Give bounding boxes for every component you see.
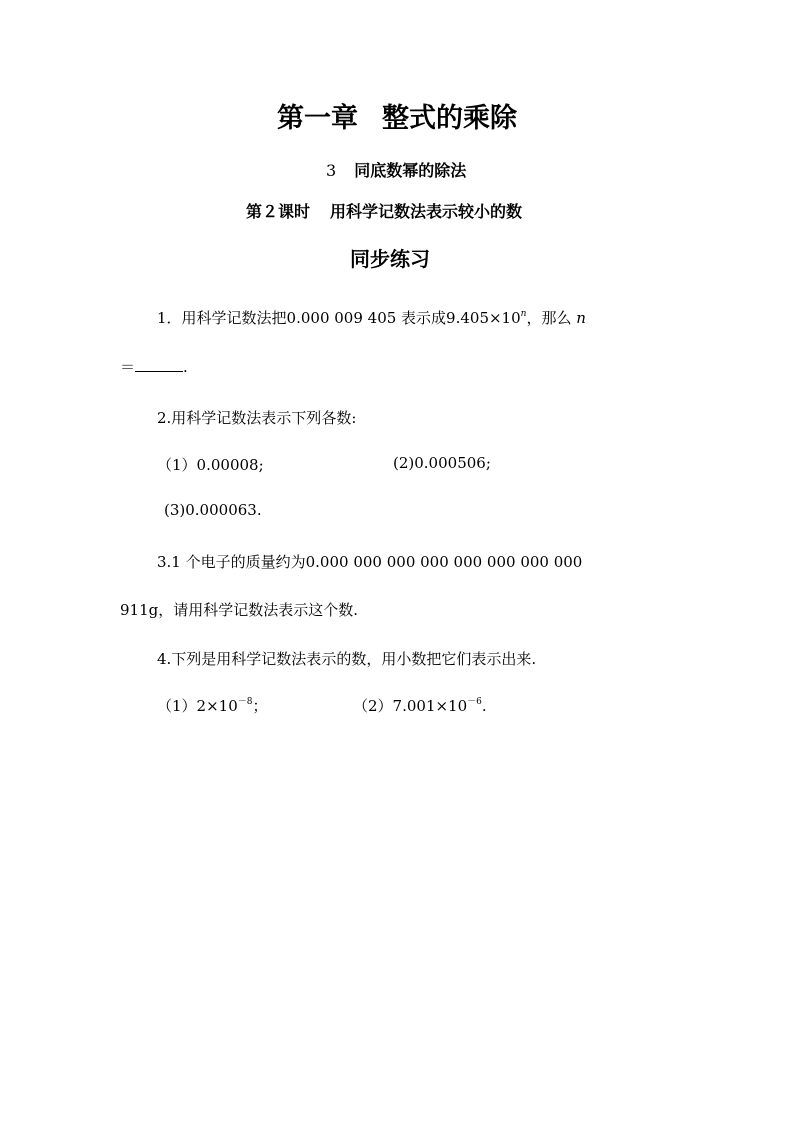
question-2-item-1: （1）0.00008; <box>157 456 264 474</box>
exercise-heading: 同步练习 <box>350 247 430 271</box>
question-4-item-2-base: （2）7.001×10 <box>353 697 468 715</box>
question-4-item-1-end: ； <box>252 697 268 715</box>
question-4-item-2-exponent: －6 <box>467 697 482 707</box>
section-number: 3 <box>326 161 337 180</box>
question-4-item-2-end: . <box>481 697 487 715</box>
chapter-name: 整式的乘除 <box>382 103 517 134</box>
question-3-line-2: 911g，请用科学记数法表示这个数. <box>120 601 359 619</box>
question-1-variable: n <box>576 309 586 327</box>
question-1-text: 1．用科学记数法把0.000 009 405 表示成9.405×10 <box>157 309 521 327</box>
lesson-title: 用科学记数法表示较小的数 <box>330 202 523 221</box>
question-2-item-3: (3)0.000063. <box>164 501 262 519</box>
answer-blank <box>135 357 183 372</box>
section-title: 同底数幂的除法 <box>354 161 467 180</box>
question-2-item-2: (2)0.000506; <box>393 454 491 472</box>
question-4-item-1-base: （1）2×10 <box>157 697 238 715</box>
question-2-text: 2.用科学记数法表示下列各数: <box>157 409 357 427</box>
section-heading <box>326 158 466 181</box>
question-4-item-1-exponent: －8 <box>237 697 253 707</box>
question-1-text-b: ，那么 <box>526 309 572 327</box>
question-1-line-1 <box>157 307 586 328</box>
chapter-number: 第一章 <box>277 103 358 134</box>
lesson-heading <box>246 199 522 222</box>
question-4-item-2 <box>353 695 487 716</box>
question-1-exponent: n <box>520 309 527 319</box>
question-3-line-1: 3.1 个电子的质量约为0.000 000 000 000 000 000 000 000 <box>157 553 583 571</box>
lesson-number: 第２课时 <box>246 202 311 221</box>
question-4-text: 4.下列是用科学记数法表示的数，用小数把它们表示出来. <box>157 650 537 668</box>
chapter-title <box>0 96 794 135</box>
question-1-equals: ＝ <box>120 358 136 376</box>
question-1-line-2 <box>120 356 188 377</box>
question-4-item-1 <box>157 695 268 716</box>
question-1-end: . <box>183 358 188 376</box>
